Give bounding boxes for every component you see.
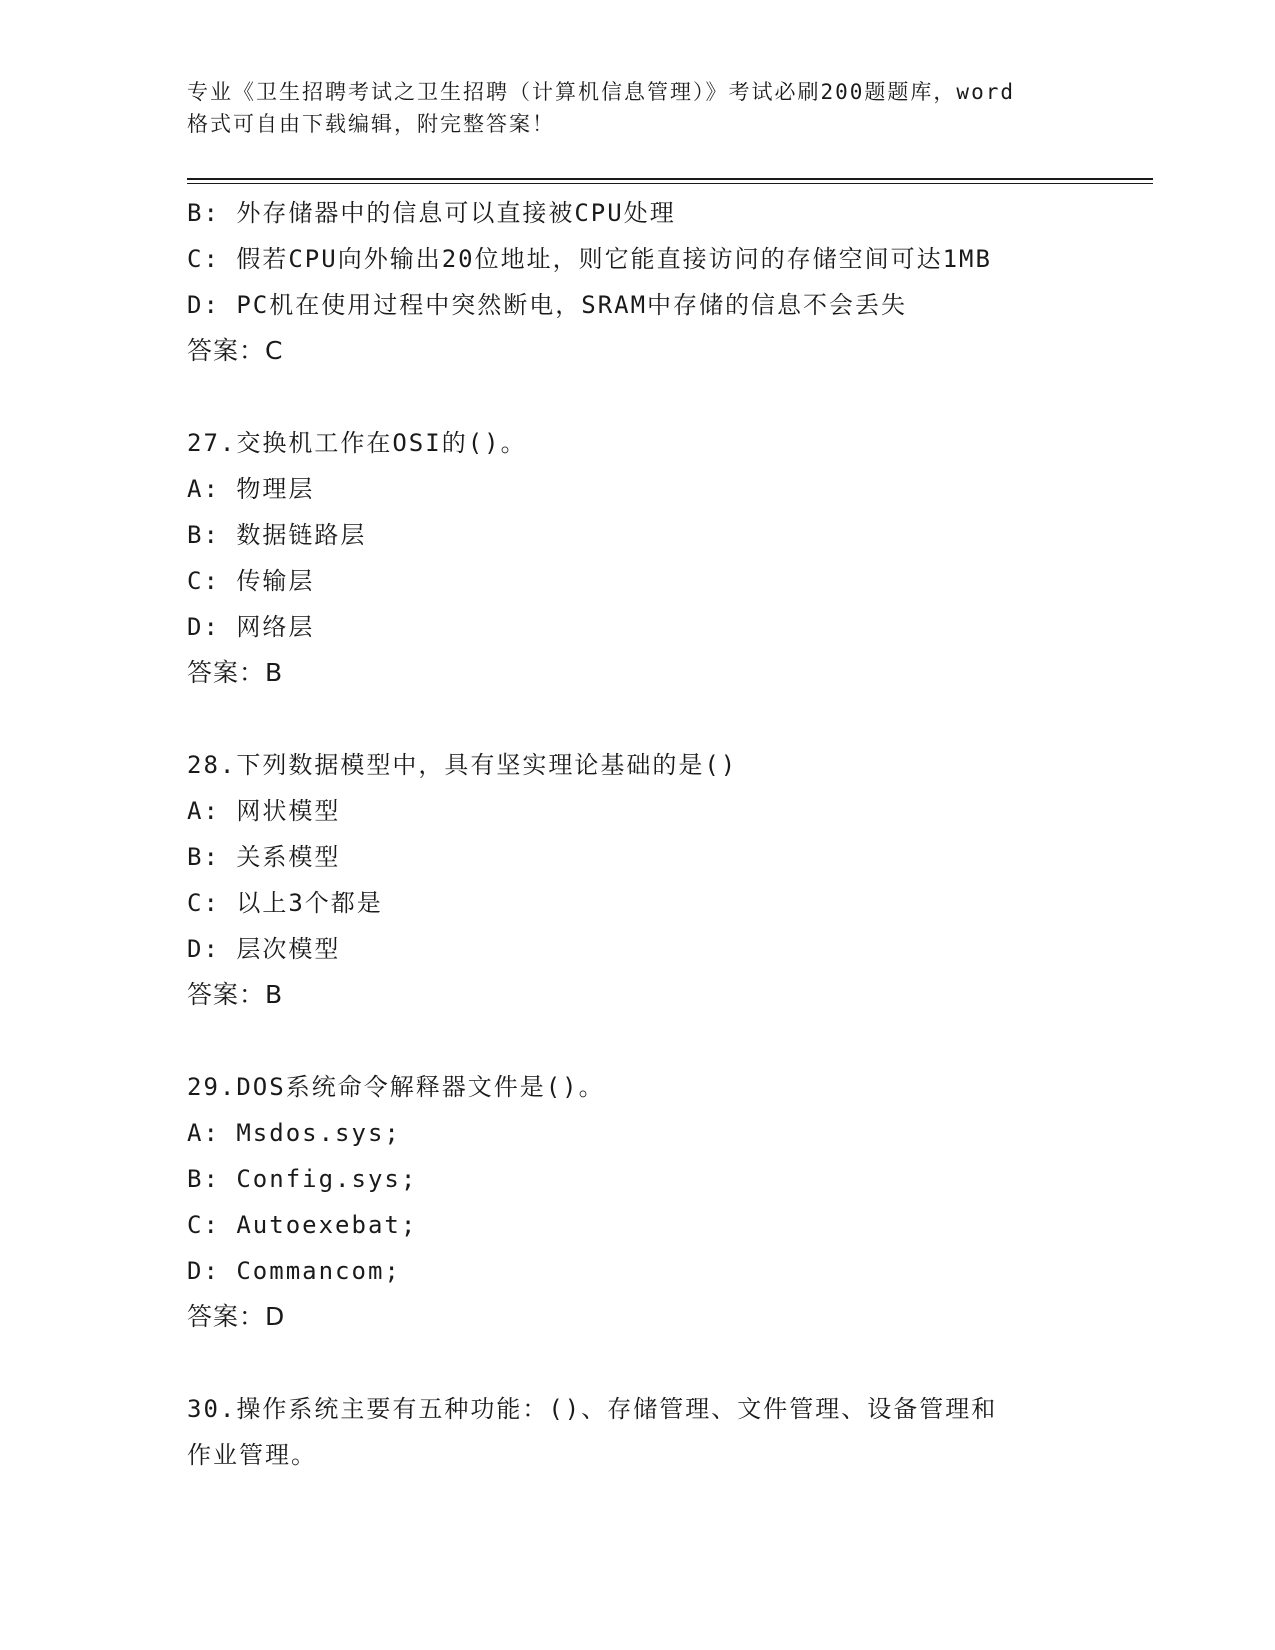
question-stem: 28.下列数据模型中，具有坚实理论基础的是() — [187, 751, 738, 779]
option-d: D: 层次模型 — [187, 935, 341, 963]
option-c: C: 传输层 — [187, 567, 315, 595]
question-27 — [187, 420, 1127, 696]
header-divider-thin — [187, 183, 1153, 184]
header-line-1: 专业《卫生招聘考试之卫生招聘（计算机信息管理）》考试必刷200题题库，word — [187, 80, 1015, 104]
option-b: B: 数据链路层 — [187, 521, 367, 549]
question-list — [187, 190, 1127, 1478]
option-a: A: 网状模型 — [187, 797, 341, 825]
question-stem: 29.DOS系统命令解释器文件是()。 — [187, 1073, 605, 1101]
answer-line: 答案：B — [187, 658, 284, 687]
question-stem-line-1: 30.操作系统主要有五种功能：()、存储管理、文件管理、设备管理和 — [187, 1395, 998, 1423]
option-c: C: 假若CPU向外输出20位地址，则它能直接访问的存储空间可达1MB — [187, 245, 992, 273]
answer-line: 答案：D — [187, 1302, 286, 1331]
option-b: B: 关系模型 — [187, 843, 341, 871]
header-line-2: 格式可自由下载编辑，附完整答案！ — [187, 112, 555, 136]
option-d: D: PC机在使用过程中突然断电，SRAM中存储的信息不会丢失 — [187, 291, 908, 319]
answer-line: 答案：C — [187, 336, 284, 365]
option-d: D: Commancom; — [187, 1257, 401, 1285]
question-28 — [187, 742, 1127, 1018]
question-stem-line-2: 作业管理。 — [187, 1441, 317, 1469]
question-26-continued — [187, 190, 1127, 374]
option-b: B: Config.sys; — [187, 1165, 418, 1193]
option-c: C: Autoexebat; — [187, 1211, 418, 1239]
option-d: D: 网络层 — [187, 613, 315, 641]
option-a: A: 物理层 — [187, 475, 315, 503]
question-29 — [187, 1064, 1127, 1340]
option-c: C: 以上3个都是 — [187, 889, 383, 917]
answer-line: 答案：B — [187, 980, 284, 1009]
question-stem: 27.交换机工作在OSI的()。 — [187, 429, 527, 457]
document-header — [187, 76, 1087, 140]
header-divider-thick — [187, 178, 1153, 180]
option-a: A: Msdos.sys; — [187, 1119, 401, 1147]
option-b: B: 外存储器中的信息可以直接被CPU处理 — [187, 199, 676, 227]
question-30 — [187, 1386, 1127, 1478]
